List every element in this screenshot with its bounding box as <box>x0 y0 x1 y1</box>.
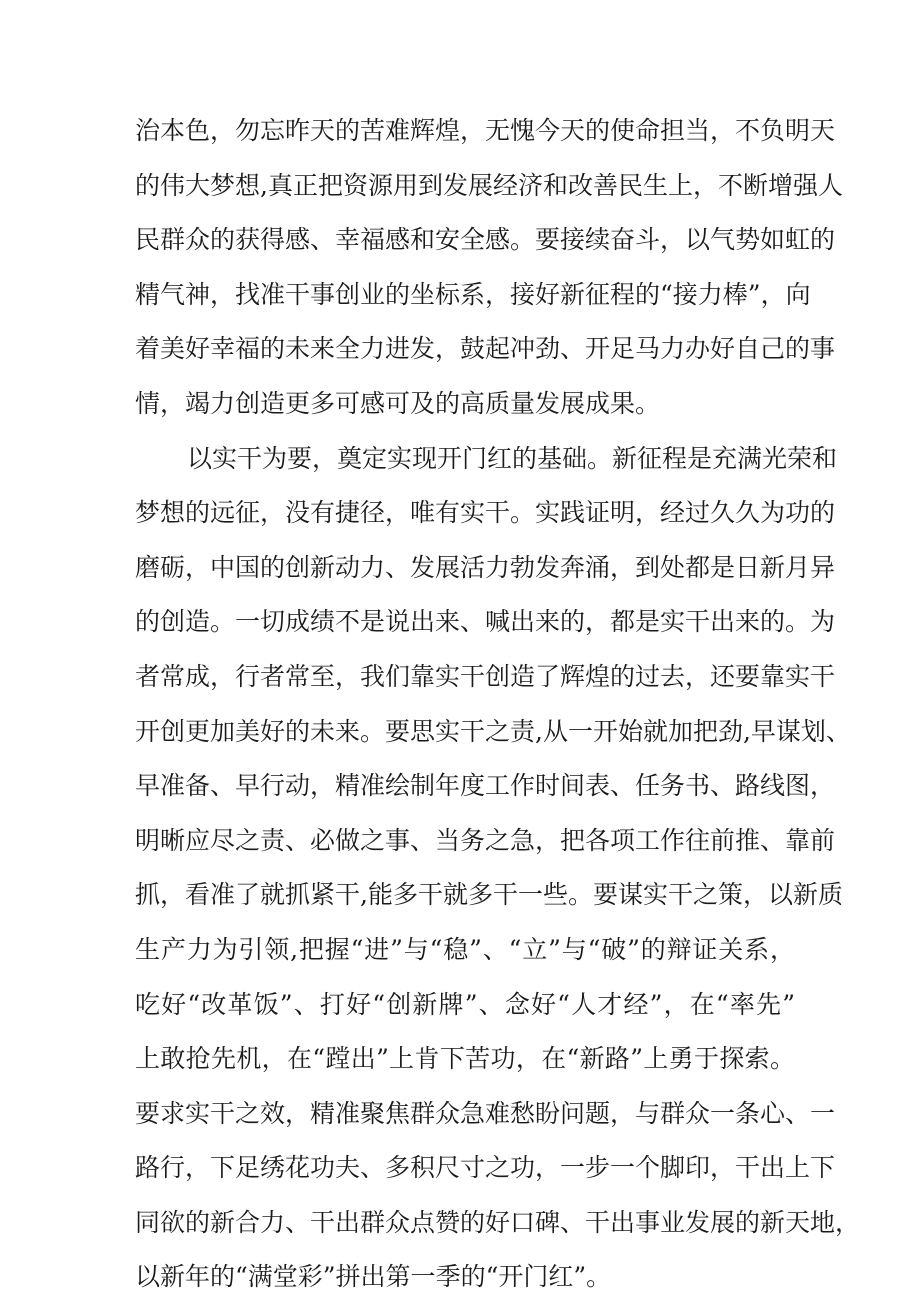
text-line: 以实干为要，奠定实现开门红的基础。新征程是充满光荣和 <box>187 443 838 473</box>
text-line: 情，竭力创造更多可感可及的高质量发展成果。 <box>135 388 661 418</box>
text-line: 生产力为引领,把握“进”与“稳”、“立”与“破”的辩证关系， <box>135 934 795 964</box>
text-line: 着美好幸福的未来全力进发，鼓起冲劲、开足马力办好自己的事 <box>135 334 836 364</box>
text-line: 要求实干之效，精准聚焦群众急难愁盼问题，与群众一条心、一 <box>135 1098 836 1128</box>
document-body <box>135 104 861 1305</box>
text-line: 梦想的远征，没有捷径，唯有实干。实践证明，经过久久为功的 <box>135 498 836 528</box>
text-line: 开创更加美好的未来。要思实干之责,从一开始就加把劲,早谋划、 <box>135 716 851 746</box>
text-line: 早准备、早行动，精准绘制年度工作时间表、任务书、路线图， <box>135 771 836 801</box>
text-line: 明晰应尽之责、必做之事、当务之急，把各项工作往前推、靠前 <box>135 825 836 855</box>
text-line: 治本色，勿忘昨天的苦难辉煌，无愧今天的使命担当，不负明天 <box>135 116 836 145</box>
paragraph-1 <box>135 104 843 432</box>
text-line: 同欲的新合力、干出群众点赞的好口碑、干出事业发展的新天地， <box>135 1207 861 1237</box>
text-line: 吃好“改革饭”、打好“创新牌”、念好“人才经”，在“率先” <box>135 989 795 1019</box>
text-line: 磨砺，中国的创新动力、发展活力勃发奔涌，到处都是日新月异 <box>135 552 836 582</box>
text-line: 抓，看准了就抓紧干,能多干就多干一些。要谋实干之策，以新质 <box>135 880 843 910</box>
text-line: 上敢抢先机，在“蹚出”上肯下苦功，在“新路”上勇于探索。 <box>135 1044 795 1074</box>
text-line: 以新年的“满堂彩”拼出第一季的“开门红”。 <box>135 1262 612 1292</box>
paragraph-2 <box>135 432 861 1305</box>
text-line: 民群众的获得感、幸福感和安全感。要接续奋斗，以气势如虹的 <box>135 225 836 255</box>
text-line: 的伟大梦想,真正把资源用到发展经济和改善民生上，不断增强人 <box>135 170 843 200</box>
text-line: 的创造。一切成绩不是说出来、喊出来的，都是实干出来的。为 <box>135 607 836 637</box>
text-line: 路行，下足绣花功夫、多积尺寸之功，一步一个脚印，干出上下 <box>135 1153 836 1183</box>
text-line: 者常成，行者常至，我们靠实干创造了辉煌的过去，还要靠实干 <box>135 661 836 691</box>
text-line: 精气神，找准干事创业的坐标系，接好新征程的“接力棒”，向 <box>135 279 811 309</box>
